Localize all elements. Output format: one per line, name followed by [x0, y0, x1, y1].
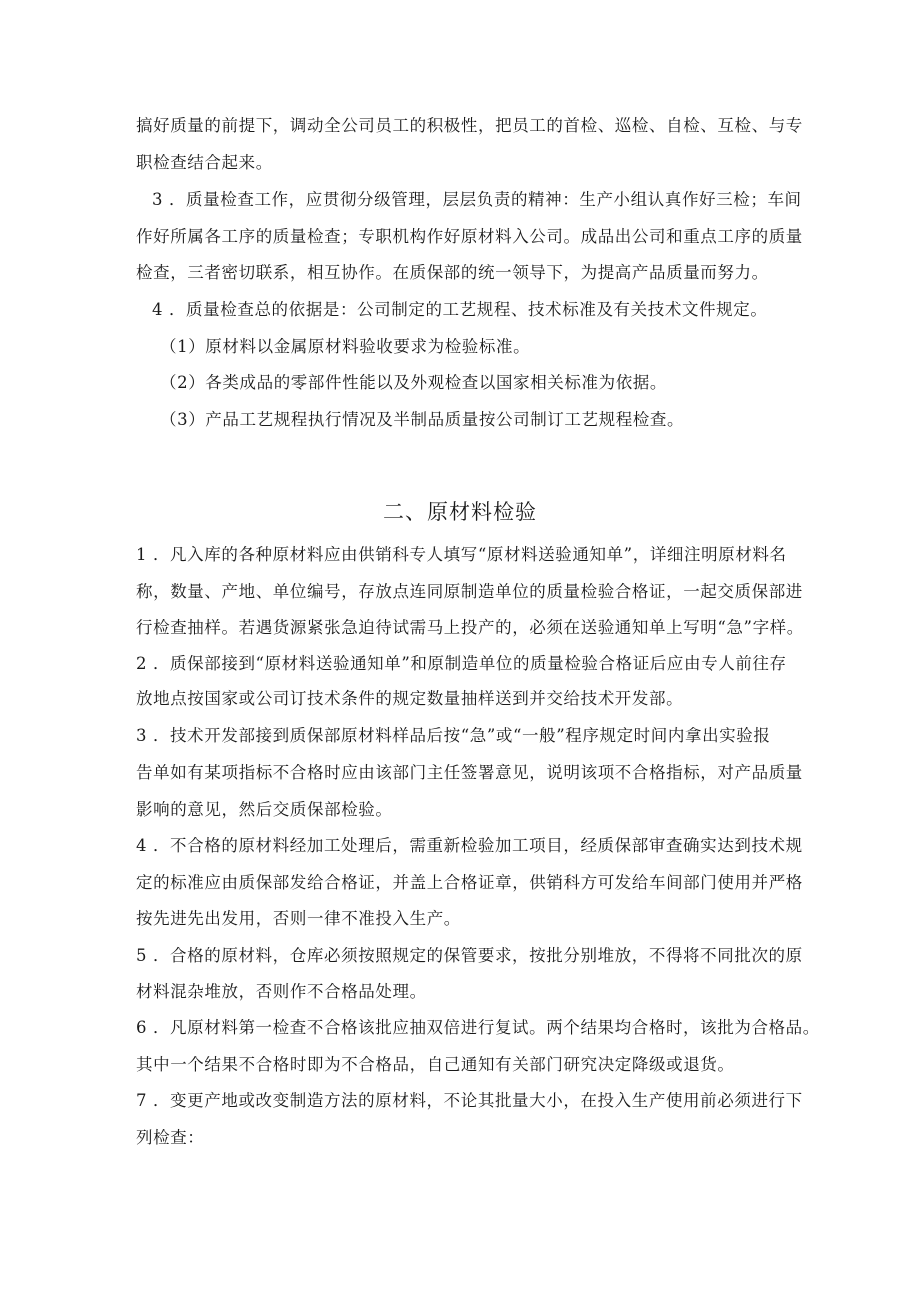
s1-sub-item-2: （2）各类成品的零部件性能以及外观检查以国家相关标准为依据。 — [160, 373, 667, 392]
s1-sub-item-1: （1）原材料以金属原材料验收要求为检验标准。 — [160, 337, 531, 356]
s2-p7-line-2: 列检查： — [136, 1128, 205, 1147]
s1-p3-line-2: 作好所属各工序的质量检查；专职机构作好原材料入公司。成品出公司和重点工序的质量 — [136, 227, 803, 246]
s2-p1-line-1: 1 ．凡入库的各种原材料应由供销科专人填写“原材料送验通知单”，详细注明原材料名 — [136, 545, 787, 564]
s2-p4-line-3: 按先进先出发用，否则一律不准投入生产。 — [136, 909, 461, 928]
s2-p1-line-2: 称，数量、产地、单位编号，存放点连同原制造单位的质量检验合格证，一起交质保部进 — [136, 582, 803, 601]
s2-p4-line-1: 4 ．不合格的原材料经加工处理后，需重新检验加工项目，经质保部审查确实达到技术规 — [136, 836, 803, 855]
s2-p3-line-2: 告单如有某项指标不合格时应由该部门主任签署意见，说明该项不合格指标，对产品质量 — [136, 763, 803, 782]
s1-sub-item-3: （3）产品工艺规程执行情况及半制品质量按公司制订工艺规程检查。 — [160, 410, 685, 429]
intro-line-1: 搞好质量的前提下，调动全公司员工的积极性，把员工的首检、巡检、自检、互检、与专 — [136, 116, 803, 135]
s2-p3-line-1: 3 ．技术开发部接到质保部原材料样品后按“急”或“一般”程序规定时间内拿出实验报 — [136, 726, 771, 745]
s2-p5-line-2: 材料混杂堆放，否则作不合格品处理。 — [136, 982, 427, 1001]
intro-line-2: 职检查结合起来。 — [136, 153, 273, 172]
s2-p6-line-2: 其中一个结果不合格时即为不合格品，自己通知有关部门研究决定降级或退货。 — [136, 1055, 735, 1074]
s1-p3-line-1: 3 ．质量检查工作，应贯彻分级管理，层层负责的精神：生产小组认真作好三检；车间 — [152, 190, 802, 209]
s1-p3-line-3: 检查，三者密切联系，相互协作。在质保部的统一领导下，为提高产品质量而努力。 — [136, 263, 769, 282]
s1-p4-line: 4 ．质量检查总的依据是：公司制定的工艺规程、技术标准及有关技术文件规定。 — [152, 300, 768, 319]
s2-p2-line-2: 放地点按国家或公司订技术条件的规定数量抽样送到并交给技术开发部。 — [136, 689, 684, 708]
s2-p3-line-3: 影响的意见，然后交质保部检验。 — [136, 800, 393, 819]
s2-p1-line-3: 行检查抽样。若遇货源紧张急迫待试需马上投产的，必须在送验通知单上写明“急”字样。 — [136, 618, 804, 637]
s2-p7-line-1: 7 ．变更产地或改变制造方法的原材料，不论其批量大小，在投入生产使用前必须进行下 — [136, 1091, 803, 1110]
s2-p2-line-1: 2 ．质保部接到“原材料送验通知单”和原制造单位的质量检验合格证后应由专人前往存 — [136, 654, 787, 673]
s2-p5-line-1: 5 ．合格的原材料，仓库必须按照规定的保管要求，按批分别堆放，不得将不同批次的原 — [136, 946, 803, 965]
s2-p6-line-1: 6 ．凡原材料第一检查不合格该批应抽双倍进行复试。两个结果均合格时，该批为合格品。 — [136, 1018, 820, 1037]
s2-p4-line-2: 定的标准应由质保部发给合格证，并盖上合格证章，供销科方可发给车间部门使用并严格 — [136, 873, 803, 892]
section-title: 二、原材料检验 — [383, 500, 537, 524]
